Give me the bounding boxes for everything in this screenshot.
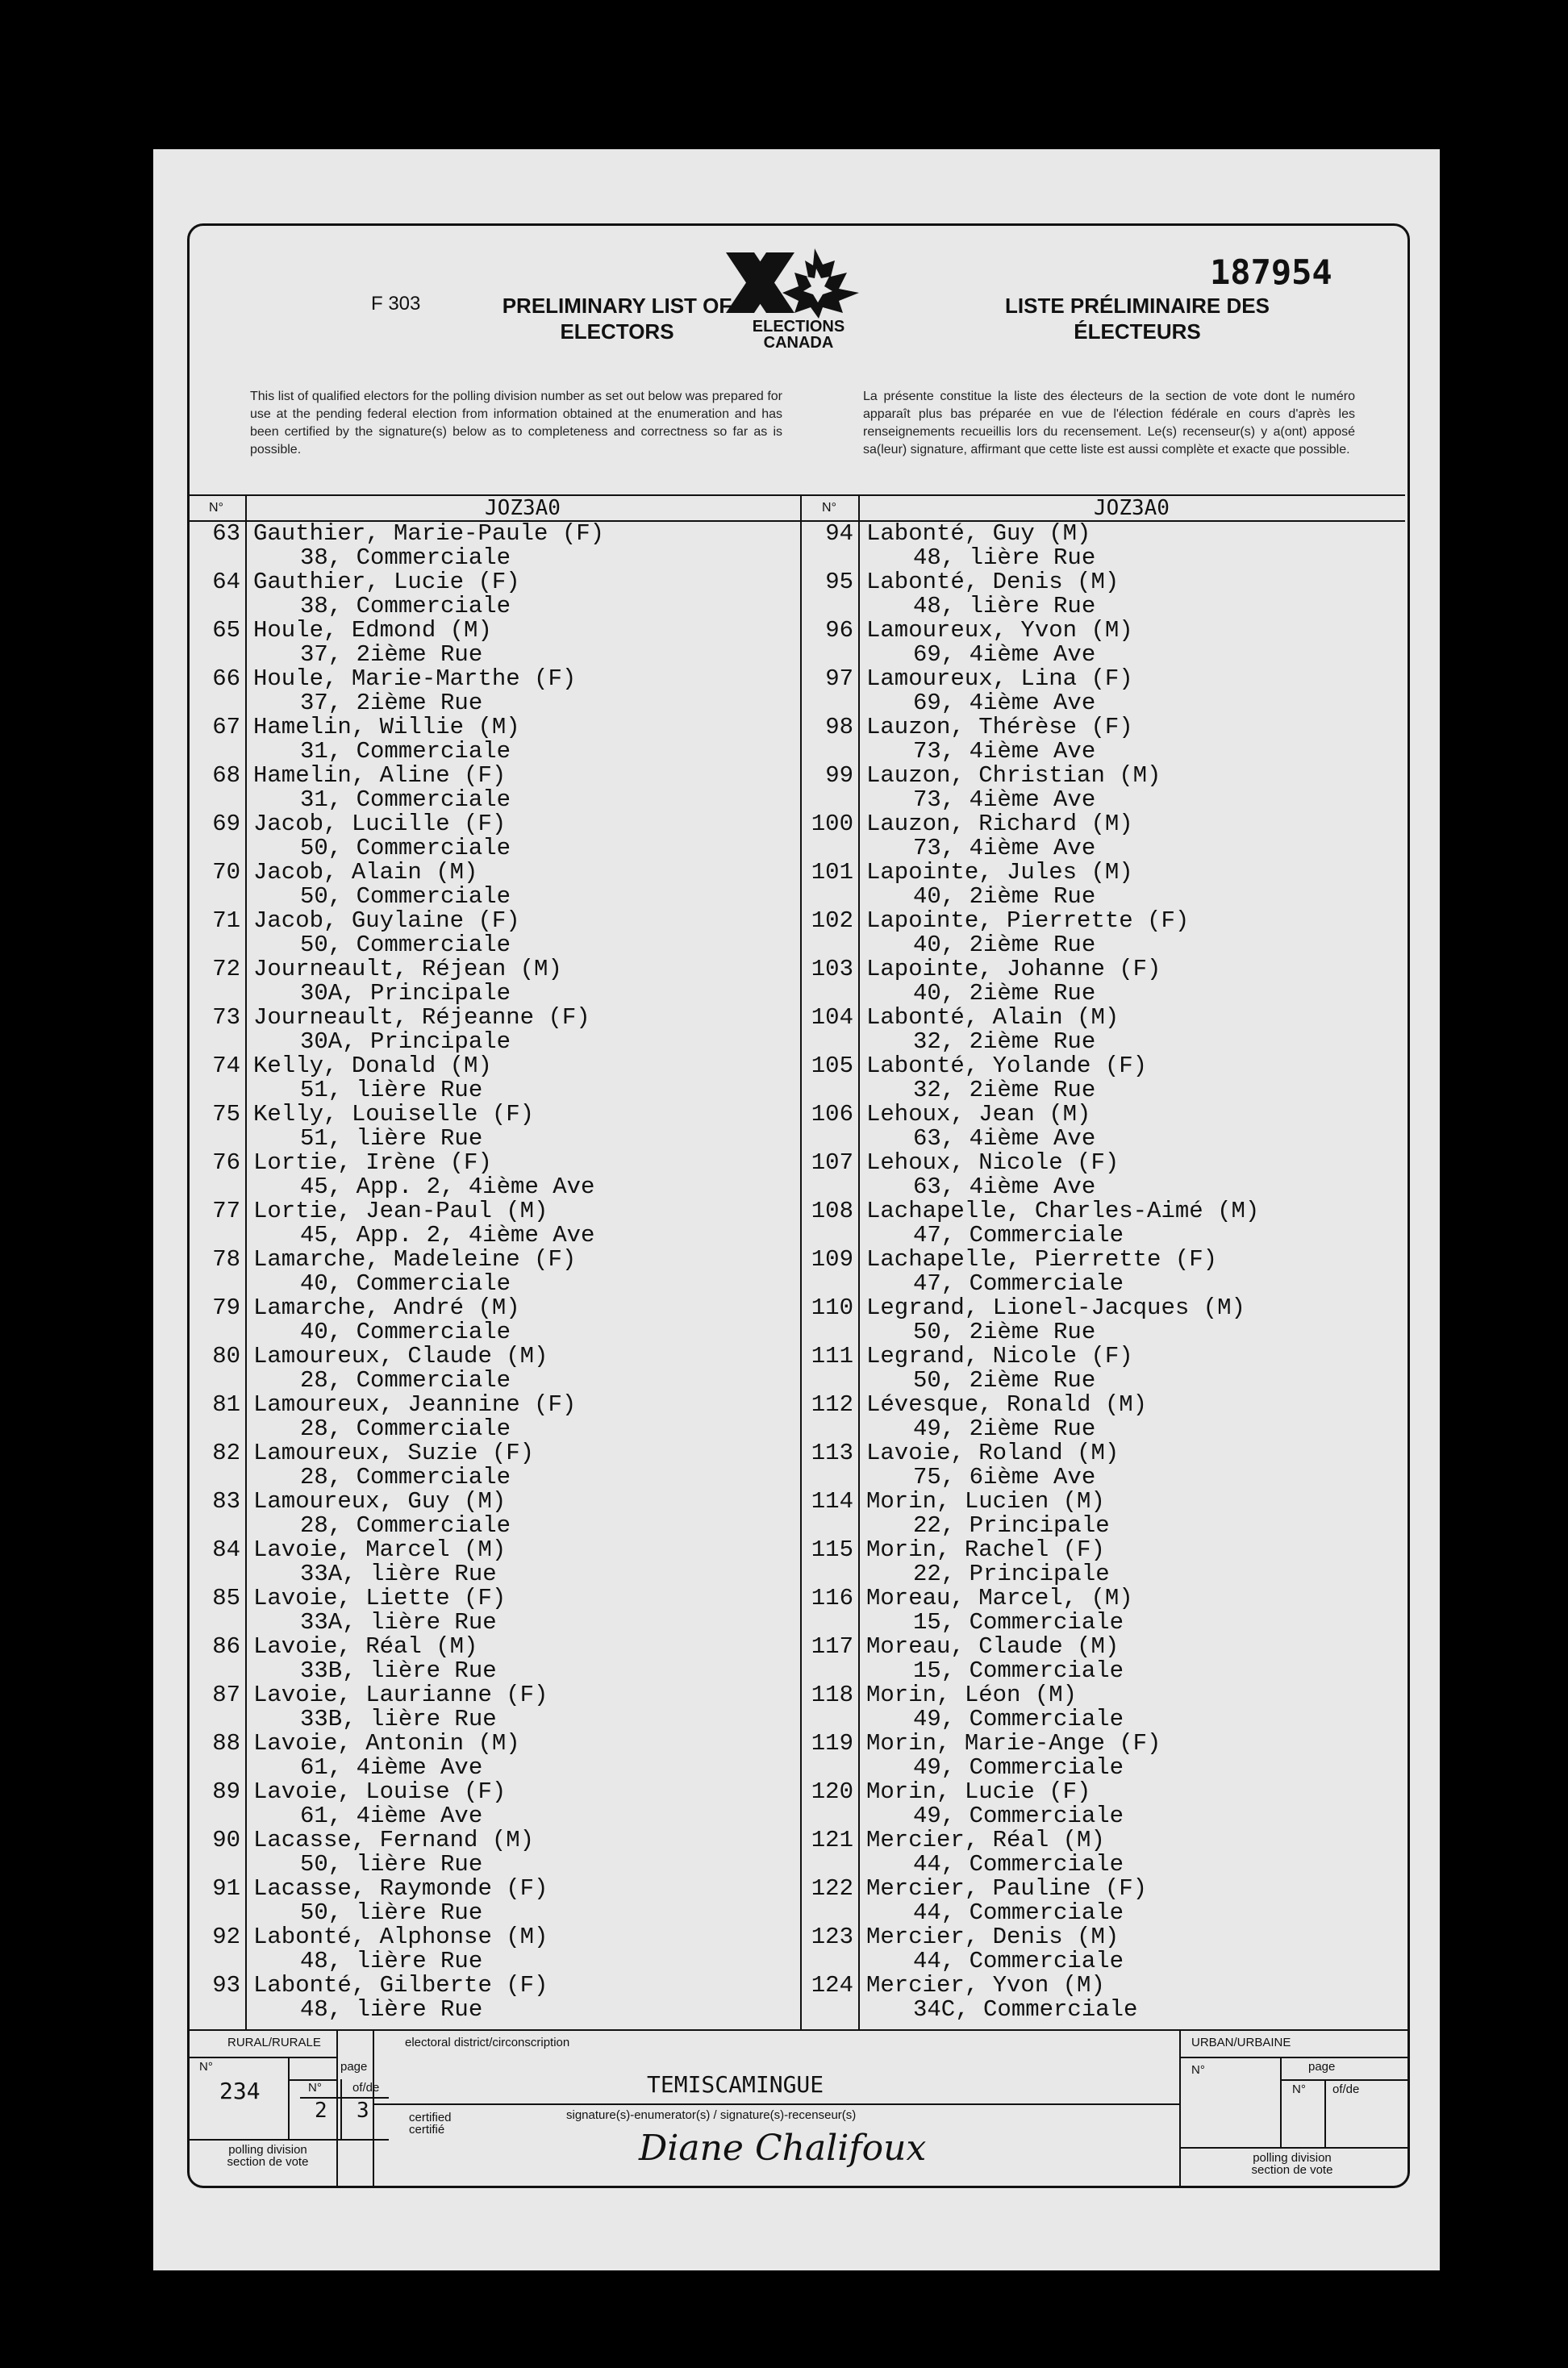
elector-entry — [800, 909, 1405, 957]
elector-entry — [187, 1103, 800, 1151]
elector-address: 51, lière Rue — [300, 1125, 483, 1152]
elector-entry — [800, 1683, 1405, 1732]
form-number: F 303 — [371, 293, 421, 315]
elector-name: Lamoureux, Guy (M) — [253, 1488, 507, 1515]
urban-no-label: N° — [1191, 2063, 1205, 2077]
elector-number: 124 — [811, 1972, 853, 1999]
elector-address: 47, Commerciale — [913, 1270, 1124, 1297]
elector-number: 101 — [811, 859, 853, 886]
elector-address: 48, lière Rue — [300, 1996, 483, 2023]
elector-entry — [187, 570, 800, 619]
left-entries — [187, 522, 800, 2022]
urban-page-of-label: of/de — [1332, 2082, 1360, 2096]
elector-number: 113 — [811, 1440, 853, 1466]
elector-name: Labonté, Denis (M) — [866, 569, 1120, 595]
elector-address: 61, 4ième Ave — [300, 1754, 483, 1781]
elector-number: 85 — [212, 1585, 240, 1611]
elector-address: 32, 2ième Rue — [913, 1077, 1096, 1103]
elector-entry — [800, 1538, 1405, 1586]
elector-name: Lavoie, Liette (F) — [253, 1585, 507, 1611]
elector-number: 91 — [212, 1875, 240, 1902]
right-poll-id: JOZ3A0 — [1094, 496, 1170, 520]
urban-page-label: page — [1308, 2060, 1336, 2074]
elector-name: Gauthier, Lucie (F) — [253, 569, 520, 595]
elector-address: 28, Commerciale — [300, 1464, 511, 1490]
elector-address: 69, 4ième Ave — [913, 690, 1096, 716]
elector-name: Lamoureux, Suzie (F) — [253, 1440, 535, 1466]
elector-name: Gauthier, Marie-Paule (F) — [253, 520, 605, 547]
elector-entry — [187, 1877, 800, 1925]
elector-number: 70 — [212, 859, 240, 886]
urban-page-no-label: N° — [1292, 2082, 1306, 2096]
elector-name: Lacasse, Fernand (M) — [253, 1827, 535, 1853]
elector-number: 88 — [212, 1730, 240, 1757]
elector-name: Labonté, Yolande (F) — [866, 1053, 1148, 1079]
elector-address: 15, Commerciale — [913, 1657, 1124, 1684]
elector-number: 118 — [811, 1682, 853, 1708]
elector-address: 40, 2ième Rue — [913, 883, 1096, 910]
elector-number: 122 — [811, 1875, 853, 1902]
elector-number: 115 — [811, 1536, 853, 1563]
elector-address: 45, App. 2, 4ième Ave — [300, 1222, 595, 1249]
footer-box — [187, 2029, 1410, 2187]
elector-address: 49, 2ième Rue — [913, 1415, 1096, 1442]
elector-number: 84 — [212, 1536, 240, 1563]
elector-address: 44, Commerciale — [913, 1851, 1124, 1878]
elector-entry — [800, 1974, 1405, 2022]
elector-address: 49, Commerciale — [913, 1803, 1124, 1829]
elector-number: 120 — [811, 1778, 853, 1805]
right-column — [800, 494, 1405, 2022]
elector-name: Moreau, Claude (M) — [866, 1633, 1120, 1660]
title-french: LISTE PRÉLIMINAIRE DES ÉLECTEURS — [1005, 294, 1270, 344]
elector-name: Lavoie, Antonin (M) — [253, 1730, 520, 1757]
elector-number: 76 — [212, 1149, 240, 1176]
elector-name: Lamoureux, Claude (M) — [253, 1343, 548, 1370]
elector-number: 64 — [212, 569, 240, 595]
elector-number: 116 — [811, 1585, 853, 1611]
elector-name: Hamelin, Aline (F) — [253, 762, 507, 789]
elector-name: Kelly, Donald (M) — [253, 1053, 492, 1079]
elector-name: Lavoie, Roland (M) — [866, 1440, 1120, 1466]
elections-canada-logo — [718, 244, 879, 353]
right-entries — [800, 522, 1405, 2022]
polling-division-label: polling division section de vote — [227, 2143, 309, 2169]
elector-name: Morin, Léon (M) — [866, 1682, 1078, 1708]
elector-entry — [187, 1006, 800, 1054]
elector-entry — [800, 1780, 1405, 1828]
elector-name: Morin, Lucie (F) — [866, 1778, 1091, 1805]
elector-number: 67 — [212, 714, 240, 740]
page-number: 2 — [315, 2099, 327, 2123]
elector-entry — [800, 1441, 1405, 1490]
elector-address: 40, Commerciale — [300, 1270, 511, 1297]
right-no-header: N° — [800, 496, 860, 520]
elector-address: 69, 4ième Ave — [913, 641, 1096, 668]
elector-name: Hamelin, Willie (M) — [253, 714, 520, 740]
elector-address: 28, Commerciale — [300, 1512, 511, 1539]
page-label: page — [340, 2060, 368, 2074]
elector-entry — [187, 909, 800, 957]
elector-name: Lavoie, Réal (M) — [253, 1633, 478, 1660]
elector-name: Journeault, Réjeanne (F) — [253, 1004, 590, 1031]
elector-number: 102 — [811, 907, 853, 934]
elector-name: Mercier, Denis (M) — [866, 1924, 1120, 1950]
elector-address: 48, lière Rue — [913, 544, 1096, 571]
elector-entry — [187, 715, 800, 764]
elector-address: 63, 4ième Ave — [913, 1125, 1096, 1152]
elector-address: 48, lière Rue — [300, 1948, 483, 1974]
district-value: TEMISCAMINGUE — [647, 2071, 824, 2098]
elector-address: 22, Principale — [913, 1512, 1110, 1539]
elector-entry — [187, 1732, 800, 1780]
elector-number: 108 — [811, 1198, 853, 1224]
elector-name: Lehoux, Jean (M) — [866, 1101, 1091, 1128]
elector-name: Lapointe, Johanne (F) — [866, 956, 1161, 982]
elector-address: 33A, lière Rue — [300, 1561, 497, 1587]
elector-address: 50, lière Rue — [300, 1851, 483, 1878]
elector-number: 100 — [811, 811, 853, 837]
elector-entry — [800, 861, 1405, 909]
elector-address: 32, 2ième Rue — [913, 1028, 1096, 1055]
elector-number: 97 — [825, 665, 853, 692]
elector-name: Morin, Marie-Ange (F) — [866, 1730, 1161, 1757]
elector-number: 66 — [212, 665, 240, 692]
page-of-label: of/de — [352, 2081, 380, 2095]
elector-address: 28, Commerciale — [300, 1415, 511, 1442]
elector-address: 49, Commerciale — [913, 1754, 1124, 1781]
elector-number: 90 — [212, 1827, 240, 1853]
elector-name: Moreau, Marcel, (M) — [866, 1585, 1133, 1611]
title-english: PRELIMINARY LIST OF ELECTORS — [502, 294, 732, 344]
elector-address: 44, Commerciale — [913, 1948, 1124, 1974]
left-column-header — [187, 494, 800, 522]
elector-entry — [800, 1199, 1405, 1248]
elector-entry — [187, 1635, 800, 1683]
elector-address: 73, 4ième Ave — [913, 738, 1096, 765]
elector-entry — [800, 1732, 1405, 1780]
serial-number: 187954 — [1210, 252, 1332, 292]
elector-number: 65 — [212, 617, 240, 644]
elector-entry — [800, 1393, 1405, 1441]
elector-name: Lapointe, Pierrette (F) — [866, 907, 1190, 934]
elector-number: 106 — [811, 1101, 853, 1128]
elector-number: 87 — [212, 1682, 240, 1708]
elector-number: 80 — [212, 1343, 240, 1370]
elector-entry — [800, 1635, 1405, 1683]
maple-leaf-x-icon — [718, 244, 879, 321]
certified-label: certified certifié — [409, 2111, 452, 2137]
elector-name: Houle, Marie-Marthe (F) — [253, 665, 577, 692]
elector-entry — [187, 1828, 800, 1877]
elector-entry — [800, 1151, 1405, 1199]
elector-name: Mercier, Pauline (F) — [866, 1875, 1148, 1902]
enumerator-signature: Diane Chalifoux — [639, 2128, 927, 2169]
elector-number: 99 — [825, 762, 853, 789]
right-column-header — [800, 494, 1405, 522]
elector-address: 50, Commerciale — [300, 883, 511, 910]
elector-address: 50, lière Rue — [300, 1899, 483, 1926]
elector-address: 50, 2ième Rue — [913, 1319, 1096, 1345]
elector-entry — [800, 1054, 1405, 1103]
elector-number: 72 — [212, 956, 240, 982]
elector-entry — [187, 1683, 800, 1732]
elector-number: 86 — [212, 1633, 240, 1660]
elector-name: Kelly, Louiselle (F) — [253, 1101, 535, 1128]
elector-name: Lachapelle, Charles-Aimé (M) — [866, 1198, 1260, 1224]
elector-name: Lortie, Jean-Paul (M) — [253, 1198, 548, 1224]
elector-number: 94 — [825, 520, 853, 547]
elector-name: Lauzon, Richard (M) — [866, 811, 1133, 837]
elector-address: 61, 4ième Ave — [300, 1803, 483, 1829]
logo-text-canada: CANADA — [763, 334, 834, 352]
ballot-sheet — [153, 149, 1440, 2270]
elector-address: 75, 6ième Ave — [913, 1464, 1096, 1490]
elector-entry — [187, 1925, 800, 1974]
elector-entry — [187, 1538, 800, 1586]
elector-address: 22, Principale — [913, 1561, 1110, 1587]
elector-address: 40, 2ième Rue — [913, 980, 1096, 1007]
elector-number: 68 — [212, 762, 240, 789]
elector-entry — [800, 1925, 1405, 1974]
elector-number: 103 — [811, 956, 853, 982]
elector-number: 95 — [825, 569, 853, 595]
elector-number: 75 — [212, 1101, 240, 1128]
elector-number: 121 — [811, 1827, 853, 1853]
elector-address: 63, 4ième Ave — [913, 1174, 1096, 1200]
elector-name: Houle, Edmond (M) — [253, 617, 492, 644]
elector-address: 40, Commerciale — [300, 1319, 511, 1345]
elector-number: 123 — [811, 1924, 853, 1950]
elector-address: 38, Commerciale — [300, 593, 511, 619]
elector-name: Legrand, Nicole (F) — [866, 1343, 1133, 1370]
elector-name: Lévesque, Ronald (M) — [866, 1391, 1148, 1418]
elector-entry — [187, 957, 800, 1006]
elector-address: 37, 2ième Rue — [300, 641, 483, 668]
elector-name: Jacob, Lucille (F) — [253, 811, 507, 837]
elector-name: Labonté, Alain (M) — [866, 1004, 1120, 1031]
elector-address: 33B, lière Rue — [300, 1706, 497, 1732]
elector-entry — [187, 1780, 800, 1828]
elector-number: 78 — [212, 1246, 240, 1273]
elector-number: 105 — [811, 1053, 853, 1079]
elector-number: 107 — [811, 1149, 853, 1176]
elector-number: 82 — [212, 1440, 240, 1466]
elector-entry — [187, 1345, 800, 1393]
logo-text-elections: ELECTIONS — [752, 318, 845, 336]
elector-name: Lortie, Irène (F) — [253, 1149, 492, 1176]
elector-entry — [187, 522, 800, 570]
elector-number: 69 — [212, 811, 240, 837]
elector-address: 50, 2ième Rue — [913, 1367, 1096, 1394]
elector-name: Lapointe, Jules (M) — [866, 859, 1133, 886]
elector-name: Lamoureux, Jeannine (F) — [253, 1391, 577, 1418]
urban-polling-division-label: polling division section de vote — [1251, 2151, 1333, 2177]
elector-address: 40, 2ième Rue — [913, 932, 1096, 958]
elector-name: Morin, Lucien (M) — [866, 1488, 1105, 1515]
signature-label: signature(s)-enumerator(s) / signature(s)-recenseur(s) — [566, 2108, 857, 2122]
elector-name: Lauzon, Thérèse (F) — [866, 714, 1133, 740]
elector-name: Lavoie, Laurianne (F) — [253, 1682, 548, 1708]
elector-name: Lamoureux, Lina (F) — [866, 665, 1133, 692]
elector-entry — [800, 1345, 1405, 1393]
polling-no-label: N° — [199, 2060, 213, 2074]
rural-label: RURAL/RURALE — [227, 2036, 321, 2049]
elector-address: 33B, lière Rue — [300, 1657, 497, 1684]
elector-address: 30A, Principale — [300, 1028, 511, 1055]
elector-name: Labonté, Guy (M) — [866, 520, 1091, 547]
page-total: 3 — [357, 2099, 369, 2123]
left-poll-id: JOZ3A0 — [485, 496, 561, 520]
elector-entry — [800, 1877, 1405, 1925]
elector-number: 109 — [811, 1246, 853, 1273]
elector-number: 112 — [811, 1391, 853, 1418]
elector-address: 28, Commerciale — [300, 1367, 511, 1394]
elector-entry — [800, 715, 1405, 764]
elector-entry — [187, 1248, 800, 1296]
elector-name: Labonté, Alphonse (M) — [253, 1924, 548, 1950]
intro-french: La présente constitue la liste des électeurs de la section de vote dont le numéro apparaît plus bas préparée en vue de l'élection fédérale en cours d'après les renseignements recueillis lors du recensement. Le(s) recenseur(s) y a(ont) apposé sa(leur) signature, affirmant que cette liste est aussi complète et exacte que possible. — [863, 390, 1355, 457]
elector-entry — [187, 1393, 800, 1441]
elector-number: 71 — [212, 907, 240, 934]
elector-number: 110 — [811, 1294, 853, 1321]
elector-entry — [187, 1490, 800, 1538]
elector-address: 47, Commerciale — [913, 1222, 1124, 1249]
district-label: electoral district/circonscription — [405, 2036, 570, 2049]
elector-address: 45, App. 2, 4ième Ave — [300, 1174, 595, 1200]
elector-name: Lachapelle, Pierrette (F) — [866, 1246, 1218, 1273]
elector-entry — [187, 619, 800, 667]
elector-number: 93 — [212, 1972, 240, 1999]
left-no-header: N° — [187, 496, 247, 520]
elector-entry — [187, 1296, 800, 1345]
elector-number: 92 — [212, 1924, 240, 1950]
elector-name: Journeault, Réjean (M) — [253, 956, 562, 982]
elector-entry — [800, 1248, 1405, 1296]
elector-name: Lamoureux, Yvon (M) — [866, 617, 1133, 644]
elector-number: 81 — [212, 1391, 240, 1418]
elector-address: 49, Commerciale — [913, 1706, 1124, 1732]
elector-name: Legrand, Lionel-Jacques (M) — [866, 1294, 1245, 1321]
elector-name: Lehoux, Nicole (F) — [866, 1149, 1120, 1176]
urban-label: URBAN/URBAINE — [1191, 2036, 1291, 2049]
elector-entry — [187, 861, 800, 909]
elector-entry — [187, 1199, 800, 1248]
elector-name: Lamarche, André (M) — [253, 1294, 520, 1321]
elector-number: 63 — [212, 520, 240, 547]
elector-name: Jacob, Guylaine (F) — [253, 907, 520, 934]
elector-address: 31, Commerciale — [300, 786, 511, 813]
elector-address: 73, 4ième Ave — [913, 835, 1096, 861]
elector-entry — [800, 1296, 1405, 1345]
elector-name: Lacasse, Raymonde (F) — [253, 1875, 548, 1902]
elector-name: Morin, Rachel (F) — [866, 1536, 1105, 1563]
elector-number: 77 — [212, 1198, 240, 1224]
left-column — [187, 494, 800, 2022]
elector-address: 15, Commerciale — [913, 1609, 1124, 1636]
elector-entry — [800, 1828, 1405, 1877]
elector-address: 37, 2ième Rue — [300, 690, 483, 716]
elector-entry — [800, 619, 1405, 667]
elector-address: 38, Commerciale — [300, 544, 511, 571]
elector-address: 48, lière Rue — [913, 593, 1096, 619]
elector-entry — [187, 1151, 800, 1199]
elector-number: 74 — [212, 1053, 240, 1079]
elector-name: Mercier, Yvon (M) — [866, 1972, 1105, 1999]
elector-name: Lavoie, Louise (F) — [253, 1778, 507, 1805]
elector-number: 119 — [811, 1730, 853, 1757]
elector-number: 73 — [212, 1004, 240, 1031]
elector-entry — [800, 1586, 1405, 1635]
elector-number: 89 — [212, 1778, 240, 1805]
elector-address: 33A, lière Rue — [300, 1609, 497, 1636]
elector-entry — [800, 522, 1405, 570]
polling-number: 234 — [219, 2078, 261, 2104]
elector-entry — [187, 1586, 800, 1635]
elector-number: 96 — [825, 617, 853, 644]
elector-number: 98 — [825, 714, 853, 740]
elector-entry — [187, 1054, 800, 1103]
elector-number: 79 — [212, 1294, 240, 1321]
elector-name: Lauzon, Christian (M) — [866, 762, 1161, 789]
elector-entry — [800, 1103, 1405, 1151]
elector-entry — [800, 570, 1405, 619]
elector-name: Labonté, Gilberte (F) — [253, 1972, 548, 1999]
elector-entry — [800, 667, 1405, 715]
elector-address: 50, Commerciale — [300, 932, 511, 958]
elector-name: Jacob, Alain (M) — [253, 859, 478, 886]
elector-entry — [187, 764, 800, 812]
elector-entry — [800, 1490, 1405, 1538]
elector-entry — [187, 1974, 800, 2022]
elector-address: 73, 4ième Ave — [913, 786, 1096, 813]
elector-number: 111 — [811, 1343, 853, 1370]
elector-number: 114 — [811, 1488, 853, 1515]
elector-name: Lavoie, Marcel (M) — [253, 1536, 507, 1563]
page-no-label: N° — [308, 2081, 322, 2095]
elector-entry — [187, 812, 800, 861]
elector-address: 30A, Principale — [300, 980, 511, 1007]
elector-address: 31, Commerciale — [300, 738, 511, 765]
elector-entry — [187, 667, 800, 715]
elector-name: Mercier, Réal (M) — [866, 1827, 1105, 1853]
elector-number: 104 — [811, 1004, 853, 1031]
elector-entry — [800, 1006, 1405, 1054]
elector-entry — [800, 764, 1405, 812]
elector-address: 51, lière Rue — [300, 1077, 483, 1103]
elector-address: 44, Commerciale — [913, 1899, 1124, 1926]
intro-english: This list of qualified electors for the polling division number as set out below was prepared for use at the pending federal election from information obtained at the enumeration and has been certified by the signature(s) below as to completeness and correctness so far as is possible. — [250, 390, 782, 457]
elector-address: 34C, Commerciale — [913, 1996, 1138, 2023]
elector-number: 117 — [811, 1633, 853, 1660]
elector-entry — [800, 957, 1405, 1006]
elector-entry — [800, 812, 1405, 861]
elector-entry — [187, 1441, 800, 1490]
elector-name: Lamarche, Madeleine (F) — [253, 1246, 577, 1273]
elector-address: 50, Commerciale — [300, 835, 511, 861]
elector-number: 83 — [212, 1488, 240, 1515]
